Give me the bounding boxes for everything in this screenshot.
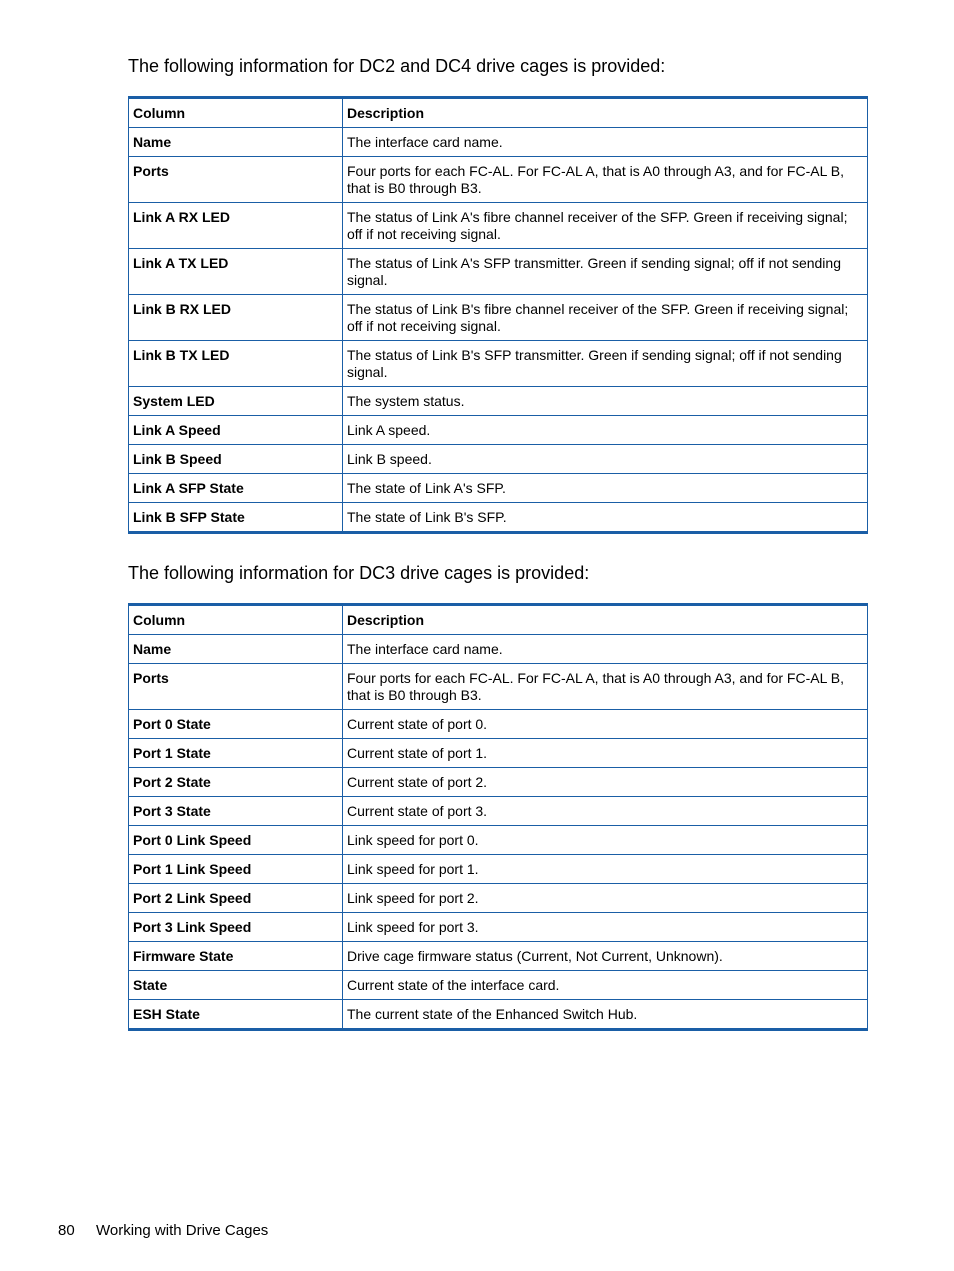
dc2-dc4-info-table xyxy=(128,96,868,534)
row-description: The interface card name. xyxy=(343,635,868,664)
row-column-name: Name xyxy=(129,128,343,157)
row-column-name: System LED xyxy=(129,387,343,416)
table-row xyxy=(129,295,868,341)
row-column-name: Link B Speed xyxy=(129,445,343,474)
row-description: Four ports for each FC-AL. For FC-AL A, that is A0 through A3, and for FC-AL B, that is B0 through B3. xyxy=(343,664,868,710)
table-row xyxy=(129,826,868,855)
table-row xyxy=(129,341,868,387)
table-row xyxy=(129,855,868,884)
row-column-name: ESH State xyxy=(129,1000,343,1030)
row-column-name: Port 3 Link Speed xyxy=(129,913,343,942)
row-column-name: Firmware State xyxy=(129,942,343,971)
row-column-name: State xyxy=(129,971,343,1000)
row-description: The state of Link B's SFP. xyxy=(343,503,868,533)
table-row xyxy=(129,710,868,739)
page-number: 80 xyxy=(58,1222,75,1239)
row-description: Link speed for port 0. xyxy=(343,826,868,855)
row-column-name: Port 1 Link Speed xyxy=(129,855,343,884)
row-description: Link B speed. xyxy=(343,445,868,474)
page-footer xyxy=(58,1221,268,1241)
table-row xyxy=(129,157,868,203)
table-row xyxy=(129,635,868,664)
table-row xyxy=(129,128,868,157)
table-row xyxy=(129,942,868,971)
section-intro-dc3: The following information for DC3 drive cages is provided: xyxy=(128,563,590,583)
row-description: Drive cage firmware status (Current, Not Current, Unknown). xyxy=(343,942,868,971)
row-description: Current state of port 1. xyxy=(343,739,868,768)
row-column-name: Port 2 State xyxy=(129,768,343,797)
table-row xyxy=(129,768,868,797)
row-description: Link speed for port 1. xyxy=(343,855,868,884)
row-column-name: Port 0 Link Speed xyxy=(129,826,343,855)
row-description: Link speed for port 3. xyxy=(343,913,868,942)
section-intro-dc2-dc4: The following information for DC2 and DC4 drive cages is provided: xyxy=(128,56,666,76)
row-description: The interface card name. xyxy=(343,128,868,157)
row-description: The state of Link A's SFP. xyxy=(343,474,868,503)
row-column-name: Link A RX LED xyxy=(129,203,343,249)
table-header-row xyxy=(129,605,868,635)
table-row xyxy=(129,913,868,942)
row-description: Current state of port 0. xyxy=(343,710,868,739)
row-description: The status of Link A's SFP transmitter. Green if sending signal; off if not sending signal. xyxy=(343,249,868,295)
table-row xyxy=(129,416,868,445)
table-row xyxy=(129,739,868,768)
dc3-info-table xyxy=(128,603,868,1031)
row-column-name: Port 3 State xyxy=(129,797,343,826)
row-description: Link speed for port 2. xyxy=(343,884,868,913)
table-row xyxy=(129,884,868,913)
table-row xyxy=(129,249,868,295)
chapter-title: Working with Drive Cages xyxy=(96,1222,269,1239)
table-header-row xyxy=(129,98,868,128)
row-description: The status of Link B's fibre channel receiver of the SFP. Green if receiving signal; off if not receiving signal. xyxy=(343,295,868,341)
row-column-name: Name xyxy=(129,635,343,664)
row-column-name: Port 0 State xyxy=(129,710,343,739)
row-description: The system status. xyxy=(343,387,868,416)
column-header-description: Description xyxy=(343,98,868,128)
table-row xyxy=(129,474,868,503)
table-row xyxy=(129,664,868,710)
table-row xyxy=(129,1000,868,1030)
column-header-description: Description xyxy=(343,605,868,635)
row-column-name: Link B RX LED xyxy=(129,295,343,341)
row-column-name: Link B SFP State xyxy=(129,503,343,533)
row-column-name: Link B TX LED xyxy=(129,341,343,387)
row-column-name: Ports xyxy=(129,664,343,710)
table-row xyxy=(129,797,868,826)
row-description: The current state of the Enhanced Switch Hub. xyxy=(343,1000,868,1030)
row-description: Current state of port 2. xyxy=(343,768,868,797)
column-header-column: Column xyxy=(129,98,343,128)
table-row xyxy=(129,445,868,474)
table-row xyxy=(129,203,868,249)
row-column-name: Link A TX LED xyxy=(129,249,343,295)
row-column-name: Port 2 Link Speed xyxy=(129,884,343,913)
row-column-name: Link A SFP State xyxy=(129,474,343,503)
row-description: Current state of the interface card. xyxy=(343,971,868,1000)
table-row xyxy=(129,387,868,416)
row-description: The status of Link A's fibre channel receiver of the SFP. Green if receiving signal; off if not receiving signal. xyxy=(343,203,868,249)
row-description: The status of Link B's SFP transmitter. Green if sending signal; off if not sending signal. xyxy=(343,341,868,387)
table-row xyxy=(129,503,868,533)
row-column-name: Link A Speed xyxy=(129,416,343,445)
row-description: Current state of port 3. xyxy=(343,797,868,826)
column-header-column: Column xyxy=(129,605,343,635)
table-row xyxy=(129,971,868,1000)
row-description: Four ports for each FC-AL. For FC-AL A, that is A0 through A3, and for FC-AL B, that is B0 through B3. xyxy=(343,157,868,203)
row-column-name: Port 1 State xyxy=(129,739,343,768)
row-description: Link A speed. xyxy=(343,416,868,445)
row-column-name: Ports xyxy=(129,157,343,203)
